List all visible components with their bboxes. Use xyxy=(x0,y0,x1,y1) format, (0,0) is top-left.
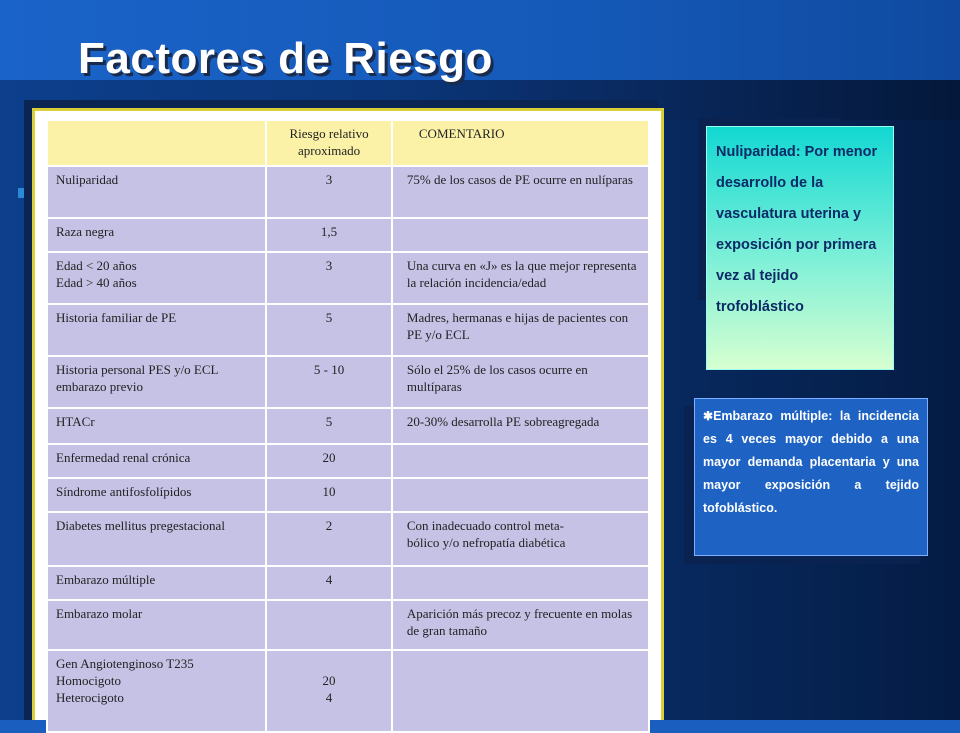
cell-risk: 4 xyxy=(266,566,392,600)
cell-comment xyxy=(392,218,649,252)
table-row xyxy=(47,600,649,650)
cell-comment: 20-30% desarrolla PE sobreagregada xyxy=(392,408,649,444)
table-row xyxy=(47,512,649,566)
cell-factor: Edad < 20 años Edad > 40 años xyxy=(47,252,266,304)
cell-risk: 1,5 xyxy=(266,218,392,252)
cell-comment xyxy=(392,444,649,478)
cell-risk: 3 xyxy=(266,166,392,218)
cell-factor: Diabetes mellitus pregestacional xyxy=(47,512,266,566)
cell-risk: 2 xyxy=(266,512,392,566)
table-row xyxy=(47,304,649,356)
nuliparidad-note xyxy=(706,126,894,370)
cell-factor: Embarazo molar xyxy=(47,600,266,650)
cell-comment: Sólo el 25% de los casos ocurre en multíparas xyxy=(392,356,649,408)
header-risk: Riesgo relativo aproximado xyxy=(266,120,392,166)
cell-comment: 75% de los casos de PE ocurre en nulíparas xyxy=(392,166,649,218)
table-row xyxy=(47,166,649,218)
risk-factors-table xyxy=(46,119,650,733)
cell-risk: 5 xyxy=(266,408,392,444)
table-header-row xyxy=(47,120,649,166)
cell-comment: Una curva en «J» es la que mejor representa la relación incidencia/edad xyxy=(392,252,649,304)
cell-risk: 5 xyxy=(266,304,392,356)
cell-risk xyxy=(266,600,392,650)
cell-factor: Nuliparidad xyxy=(47,166,266,218)
cell-factor: Embarazo múltiple xyxy=(47,566,266,600)
cell-factor: Historia familiar de PE xyxy=(47,304,266,356)
cell-factor: Enfermedad renal crónica xyxy=(47,444,266,478)
cell-factor: Historia personal PES y/o ECL embarazo previo xyxy=(47,356,266,408)
cell-factor: Síndrome antifosfolípidos xyxy=(47,478,266,512)
cell-risk: 5 - 10 xyxy=(266,356,392,408)
cell-comment: Aparición más precoz y frecuente en molas de gran tamaño xyxy=(392,600,649,650)
table-row xyxy=(47,218,649,252)
asterisk-icon: ✱ xyxy=(703,409,714,423)
cell-factor: Raza negra xyxy=(47,218,266,252)
table-row xyxy=(47,408,649,444)
cell-risk: 10 xyxy=(266,478,392,512)
cell-comment: Madres, hermanas e hijas de pacientes con PE y/o ECL xyxy=(392,304,649,356)
slide-title: Factores de Riesgo xyxy=(78,34,493,83)
header-comment: COMENTARIO xyxy=(392,120,649,166)
cell-comment xyxy=(392,566,649,600)
table-row xyxy=(47,566,649,600)
table-row xyxy=(47,252,649,304)
header-factor xyxy=(47,120,266,166)
cell-factor: Gen Angiotenginoso T235 Homocigoto Heterocigoto xyxy=(47,650,266,732)
embarazo-multiple-note xyxy=(694,398,928,556)
table-row xyxy=(47,444,649,478)
cell-risk: 20 xyxy=(266,444,392,478)
nuliparidad-note-text: Nuliparidad: Por menor desarrollo de la vasculatura uterina y exposición por primera vez al tejido trofoblástico xyxy=(716,144,878,315)
cell-factor: HTACr xyxy=(47,408,266,444)
cell-risk: 3 xyxy=(266,252,392,304)
cell-comment: Con inadecuado control meta- bólico y/o nefropatía diabética xyxy=(392,512,649,566)
cell-risk: 20 4 xyxy=(266,650,392,732)
cell-comment xyxy=(392,478,649,512)
table-row xyxy=(47,478,649,512)
table-row xyxy=(47,356,649,408)
embarazo-multiple-note-text: Embarazo múltiple: la incidencia es 4 veces mayor debido a una mayor demanda placentaria y una mayor exposición a tejido tofoblástico. xyxy=(703,409,919,515)
